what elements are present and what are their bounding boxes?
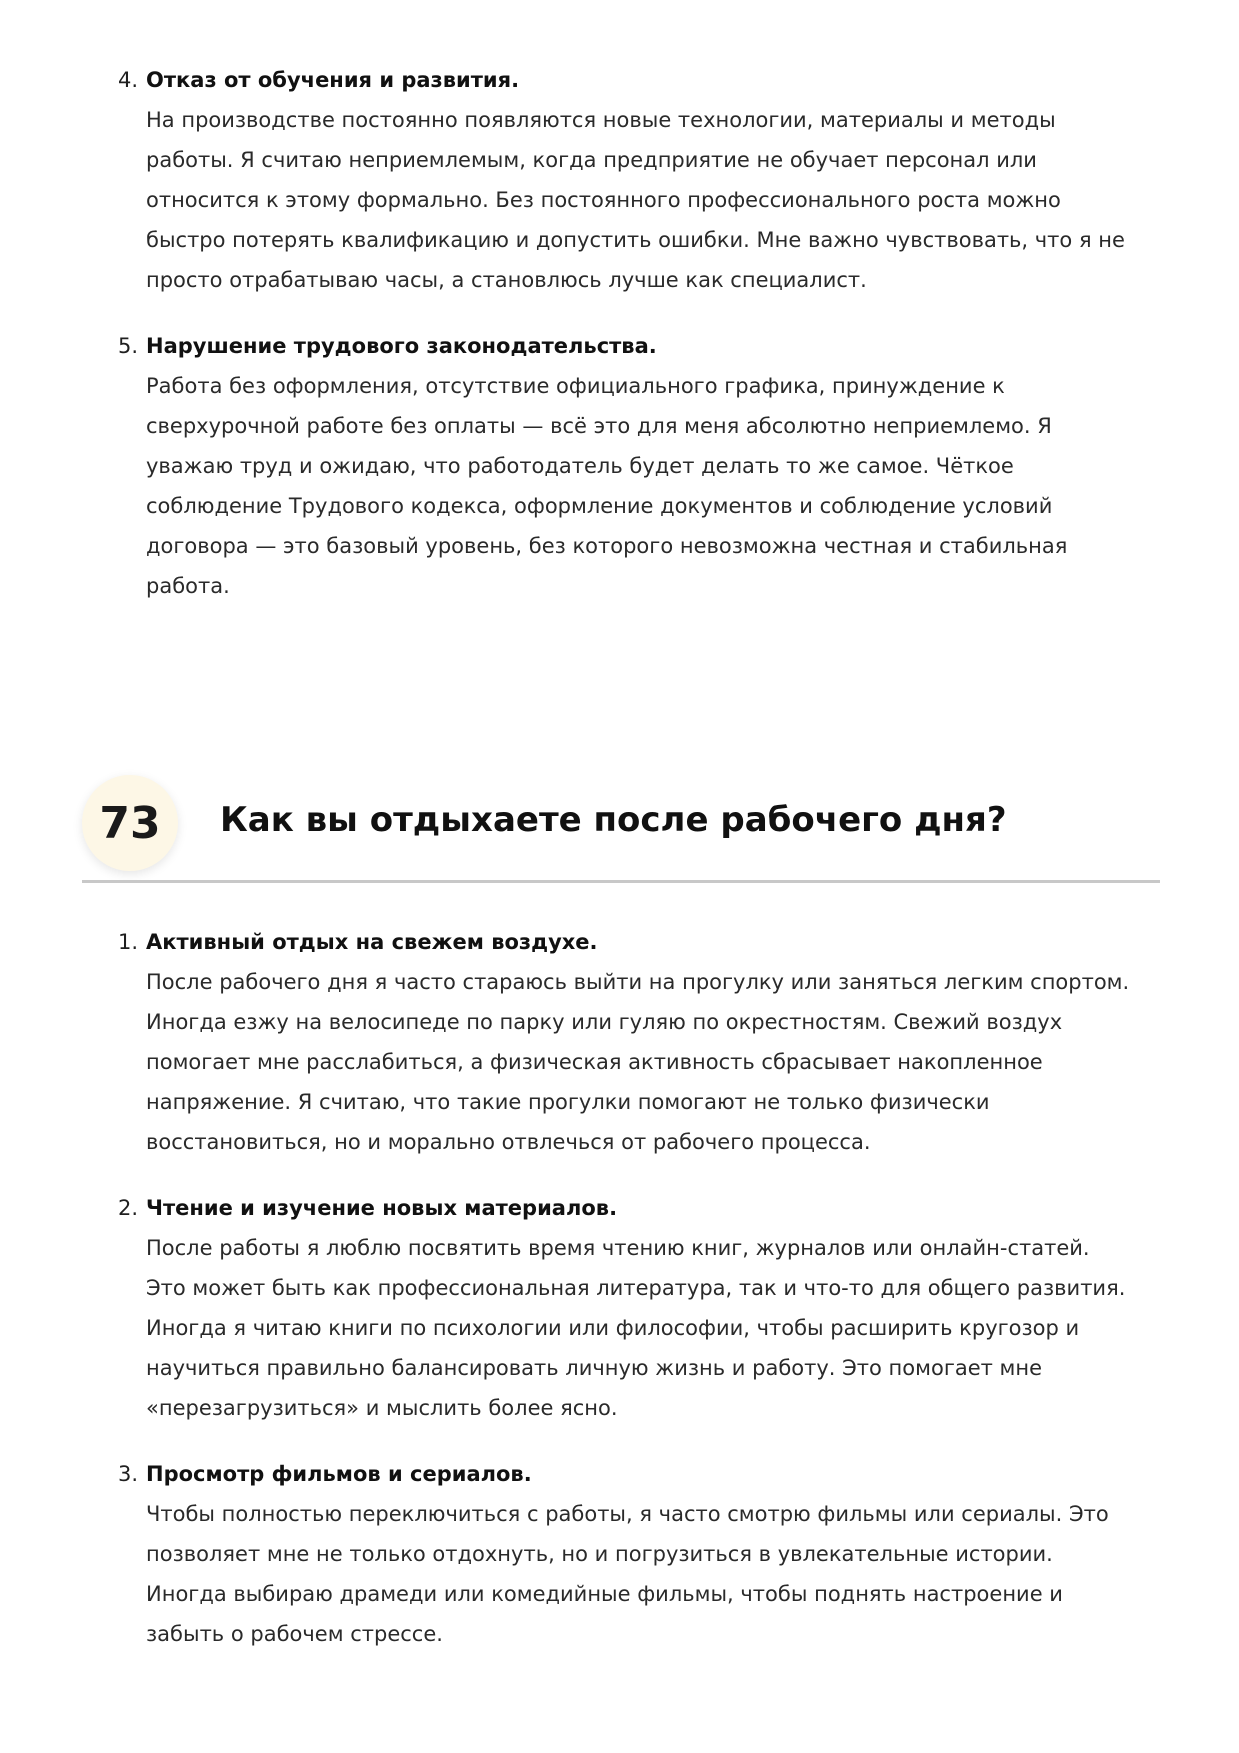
answer-list bbox=[118, 922, 1168, 1654]
item-title: Отказ от обучения и развития. bbox=[146, 68, 520, 92]
question-number-badge: 73 bbox=[82, 775, 178, 871]
item-text-line: После работы я люблю посвятить время чтению книг, журналов или онлайн-статей. bbox=[146, 1236, 1090, 1260]
item-number: 5. bbox=[118, 334, 139, 358]
list-item bbox=[118, 60, 1168, 326]
item-text-line: Работа без оформления, отсутствие официального графика, принуждение к bbox=[146, 374, 1005, 398]
item-text-line: просто отрабатываю часы, а становлюсь лучше как специалист. bbox=[146, 268, 867, 292]
item-text-line: соблюдение Трудового кодекса, оформление документов и соблюдение условий bbox=[146, 494, 1053, 518]
item-text-line: работы. Я считаю неприемлемым, когда предприятие не обучает персонал или bbox=[146, 148, 1037, 172]
item-number: 4. bbox=[118, 68, 139, 92]
item-text-line: На производстве постоянно появляются новые технологии, материалы и методы bbox=[146, 108, 1056, 132]
item-text-line: договора — это базовый уровень, без которого невозможна честная и стабильная bbox=[146, 534, 1068, 558]
item-title: Активный отдых на свежем воздухе. bbox=[146, 930, 598, 954]
item-text-line: напряжение. Я считаю, что такие прогулки помогают не только физически bbox=[146, 1090, 990, 1114]
list-item bbox=[118, 922, 1168, 1188]
header-divider bbox=[82, 880, 1160, 883]
list-item bbox=[118, 1454, 1168, 1654]
item-text-line: Это может быть как профессиональная литература, так и что-то для общего развития. bbox=[146, 1276, 1126, 1300]
item-text-line: После рабочего дня я часто стараюсь выйти на прогулку или заняться легким спортом. bbox=[146, 970, 1130, 994]
item-text-line: уважаю труд и ожидаю, что работодатель будет делать то же самое. Чёткое bbox=[146, 454, 1014, 478]
item-number: 1. bbox=[118, 930, 139, 954]
list-item bbox=[118, 326, 1168, 606]
item-title: Чтение и изучение новых материалов. bbox=[146, 1196, 618, 1220]
item-text-line: Чтобы полностью переключиться с работы, я часто смотрю фильмы или сериалы. Это bbox=[146, 1502, 1109, 1526]
item-text-line: помогает мне расслабиться, а физическая активность сбрасывает накопленное bbox=[146, 1050, 1043, 1074]
item-title: Нарушение трудового законодательства. bbox=[146, 334, 657, 358]
item-text-line: сверхурочной работе без оплаты — всё это для меня абсолютно неприемлемо. Я bbox=[146, 414, 1052, 438]
item-text-line: Иногда я читаю книги по психологии или философии, чтобы расширить кругозор и bbox=[146, 1316, 1080, 1340]
question-header bbox=[82, 775, 1160, 885]
item-text-line: относится к этому формально. Без постоянного профессионального роста можно bbox=[146, 188, 1061, 212]
item-text-line: научиться правильно балансировать личную жизнь и работу. Это помогает мне bbox=[146, 1356, 1043, 1380]
item-number: 3. bbox=[118, 1462, 139, 1486]
item-text-line: позволяет мне не только отдохнуть, но и погрузиться в увлекательные истории. bbox=[146, 1542, 1053, 1566]
item-text-line: забыть о рабочем стрессе. bbox=[146, 1622, 443, 1646]
question-title: Как вы отдыхаете после рабочего дня? bbox=[220, 800, 1007, 840]
item-text-line: работа. bbox=[146, 574, 230, 598]
item-text-line: быстро потерять квалификацию и допустить ошибки. Мне важно чувствовать, что я не bbox=[146, 228, 1125, 252]
item-number: 2. bbox=[118, 1196, 139, 1220]
item-text-line: Иногда езжу на велосипеде по парку или гуляю по окрестностям. Свежий воздух bbox=[146, 1010, 1063, 1034]
previous-answer-list bbox=[118, 60, 1168, 606]
item-text-line: восстановиться, но и морально отвлечься от рабочего процесса. bbox=[146, 1130, 871, 1154]
item-title: Просмотр фильмов и сериалов. bbox=[146, 1462, 532, 1486]
list-item bbox=[118, 1188, 1168, 1454]
item-text-line: «перезагрузиться» и мыслить более ясно. bbox=[146, 1396, 618, 1420]
item-text-line: Иногда выбираю драмеди или комедийные фильмы, чтобы поднять настроение и bbox=[146, 1582, 1063, 1606]
